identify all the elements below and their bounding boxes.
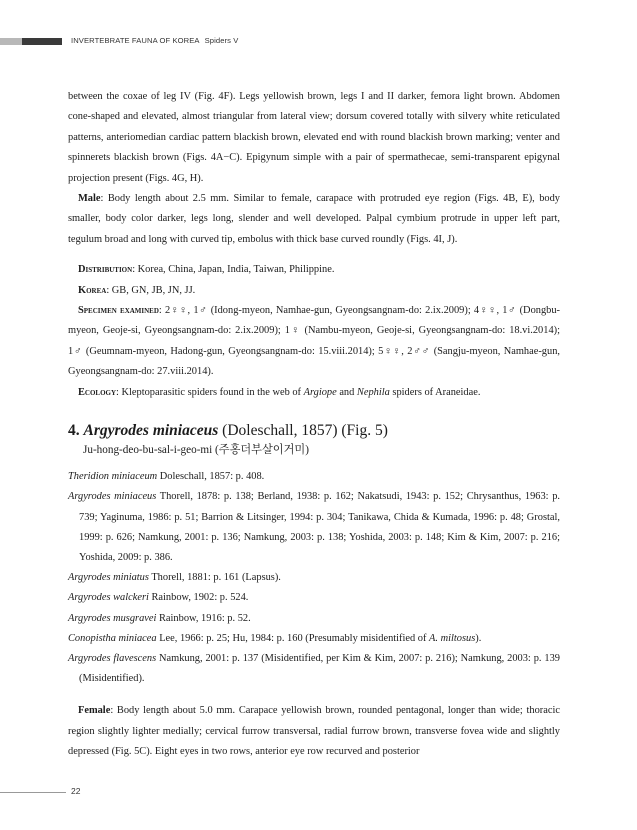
ecology-text-middle: and	[336, 386, 357, 398]
page-number: 22	[71, 786, 81, 796]
ecology-text-after: spiders of Araneidae.	[389, 386, 481, 398]
synonym-reference: Rainbow, 1916: p. 52.	[156, 612, 251, 624]
synonymy-list	[68, 467, 560, 689]
species-author: (Doleschall, 1857) (Fig. 5)	[218, 422, 388, 440]
distribution-paragraph	[68, 260, 560, 280]
synonym-taxon: Theridion miniaceum	[68, 471, 158, 483]
synonym-entry	[68, 487, 560, 568]
synonym-taxon: Conopistha miniacea	[68, 632, 157, 644]
synonym-entry	[68, 609, 560, 629]
specimens-paragraph	[68, 301, 560, 383]
running-header	[71, 36, 238, 45]
ecology-paragraph	[68, 383, 560, 403]
synonym-taxon: Argyrodes miniaceus	[68, 491, 157, 503]
synonym-entry	[68, 467, 560, 487]
synonym-taxon: Argyrodes miniatus	[68, 572, 149, 584]
ecology-genus-nephila: Nephila	[356, 386, 390, 398]
running-header-title: INVERTEBRATE FAUNA OF KOREA	[71, 36, 200, 45]
species-number: 4.	[68, 422, 80, 440]
synonym-reference: Namkung, 2001: p. 137 (Misidentified, per Kim & Kim, 2007: p. 216); Namkung, 2003: p. 139 (Misidentified).	[79, 652, 560, 685]
synonym-reference: Doleschall, 1857: p. 408.	[157, 471, 265, 483]
running-header-subtitle: Spiders V	[204, 36, 239, 45]
female-paragraph	[68, 701, 560, 762]
korean-common-name: Ju-hong-deo-bu-sal-i-geo-mi (주홍더부살이거미)	[83, 444, 309, 457]
synonym-reference: Rainbow, 1902: p. 524.	[148, 592, 249, 604]
species-name: Argyrodes miniaceus	[83, 422, 219, 440]
description-paragraph: between the coxae of leg IV (Fig. 4F). Legs yellowish brown, legs I and II darker, femora light brown. Abdomen cone-shaped and elevated, almost triangular from lateral view; dorsum covered totally with silvery white reticulated patterns, anteriomedian cardiac pattern blackish brown, elevated end with round blackish brown marking; venter and spinnerets blackish brown (Figs. 4A−C). Epigynum simple with a pair of spermathecae, semi-transparent epigynal projection present (Figs. 4G, H).	[68, 91, 560, 184]
specimens-text: : 2♀♀, 1♂ (Idong-myeon, Namhae-gun, Gyeongsangnam-do: 2.ix.2009); 4♀♀, 1♂ (Dongbu-myeon, Geoje-si, Gyeongsangnam-do: 2.ix.2009); 1♀ (Nambu-myeon, Geoje-si, Gyeongsangnam-do: 18.vi.2014); 1♂ (Geumnam-myeon, Hadong-gun, Gyeongsangnam-do: 15.viii.2014); 5♀♀, 2♂♂ (Sangju-myeon, Namhae-gun, Gyeongsangnam-do: 27.viii.2014).	[68, 305, 561, 378]
synonym-reference: Lee, 1966: p. 25; Hu, 1984: p. 160 (Presumably misidentified of	[156, 632, 430, 644]
synonym-reference: Thorell, 1881: p. 161 (Lapsus).	[148, 572, 281, 584]
page-body	[68, 87, 560, 763]
synonym-taxon: Argyrodes flavescens	[68, 652, 157, 664]
footer-rule	[0, 792, 66, 793]
synonym-entry	[68, 629, 560, 649]
header-bar-light	[0, 38, 22, 45]
synonym-taxon: Argyrodes musgravei	[68, 612, 157, 624]
header-bar-dark	[22, 38, 62, 45]
synonym-entry	[68, 568, 560, 588]
distribution-text: : Korea, China, Japan, India, Taiwan, Philippine.	[132, 264, 335, 276]
female-label: Female	[78, 705, 111, 717]
synonym-reference-taxon: A. miltosus	[429, 632, 476, 644]
synonym-entry	[68, 649, 560, 689]
female-text: : Body length about 5.0 mm. Carapace yellowish brown, rounded pentagonal, longer than wide; thoracic region slightly lighter medially; cervical furrow transversal, radial furrow brown, transverse fovea wide and slightly depressed (Fig. 5C). Eight eyes in two rows, anterior eye row recurved and posterior	[68, 705, 560, 758]
synonym-entry	[68, 588, 560, 608]
synonym-reference: Thorell, 1878: p. 138; Berland, 1938: p. 162; Nakatsudi, 1943: p. 152; Chrysanthus, 1963: p. 739; Yaginuma, 1986: p. 51; Barrion & Litsinger, 1994: p. 304; Tanikawa, Chida & Kumada, 1996: p. 48; Grostal, 1999: p. 626; Namkung, 2001: p. 136; Namkung, 2003: p. 138; Yoshida, 2003: p. 148; Kim & Kim, 2007: p. 216; Yoshida, 2009: p. 386.	[79, 491, 560, 563]
ecology-label: Ecology	[78, 386, 117, 398]
korea-text: : GB, GN, JB, JN, JJ.	[106, 284, 196, 296]
distribution-label: Distribution	[78, 264, 133, 276]
species-heading	[68, 421, 560, 441]
ecology-genus-argiope: Argiope	[303, 386, 337, 398]
male-label: Male	[78, 193, 101, 205]
synonym-taxon: Argyrodes walckeri	[68, 592, 149, 604]
ecology-text-before: : Kleptoparasitic spiders found in the web of	[116, 386, 304, 398]
male-text: : Body length about 2.5 mm. Similar to female, carapace with protruded eye region (Figs. 4B, E), body smaller, body color darker, legs long, slender and well developed. Palpal cymbium protrude in upper left part, tegulum broad and long with curved tip, embolus with thick base curved roundly (Figs. 4I, J).	[68, 193, 560, 245]
male-paragraph	[68, 189, 560, 250]
korea-label: Korea	[78, 284, 107, 296]
korea-paragraph	[68, 281, 560, 301]
synonym-reference-end: ).	[475, 632, 482, 644]
specimens-label: Specimen examined	[78, 305, 159, 317]
